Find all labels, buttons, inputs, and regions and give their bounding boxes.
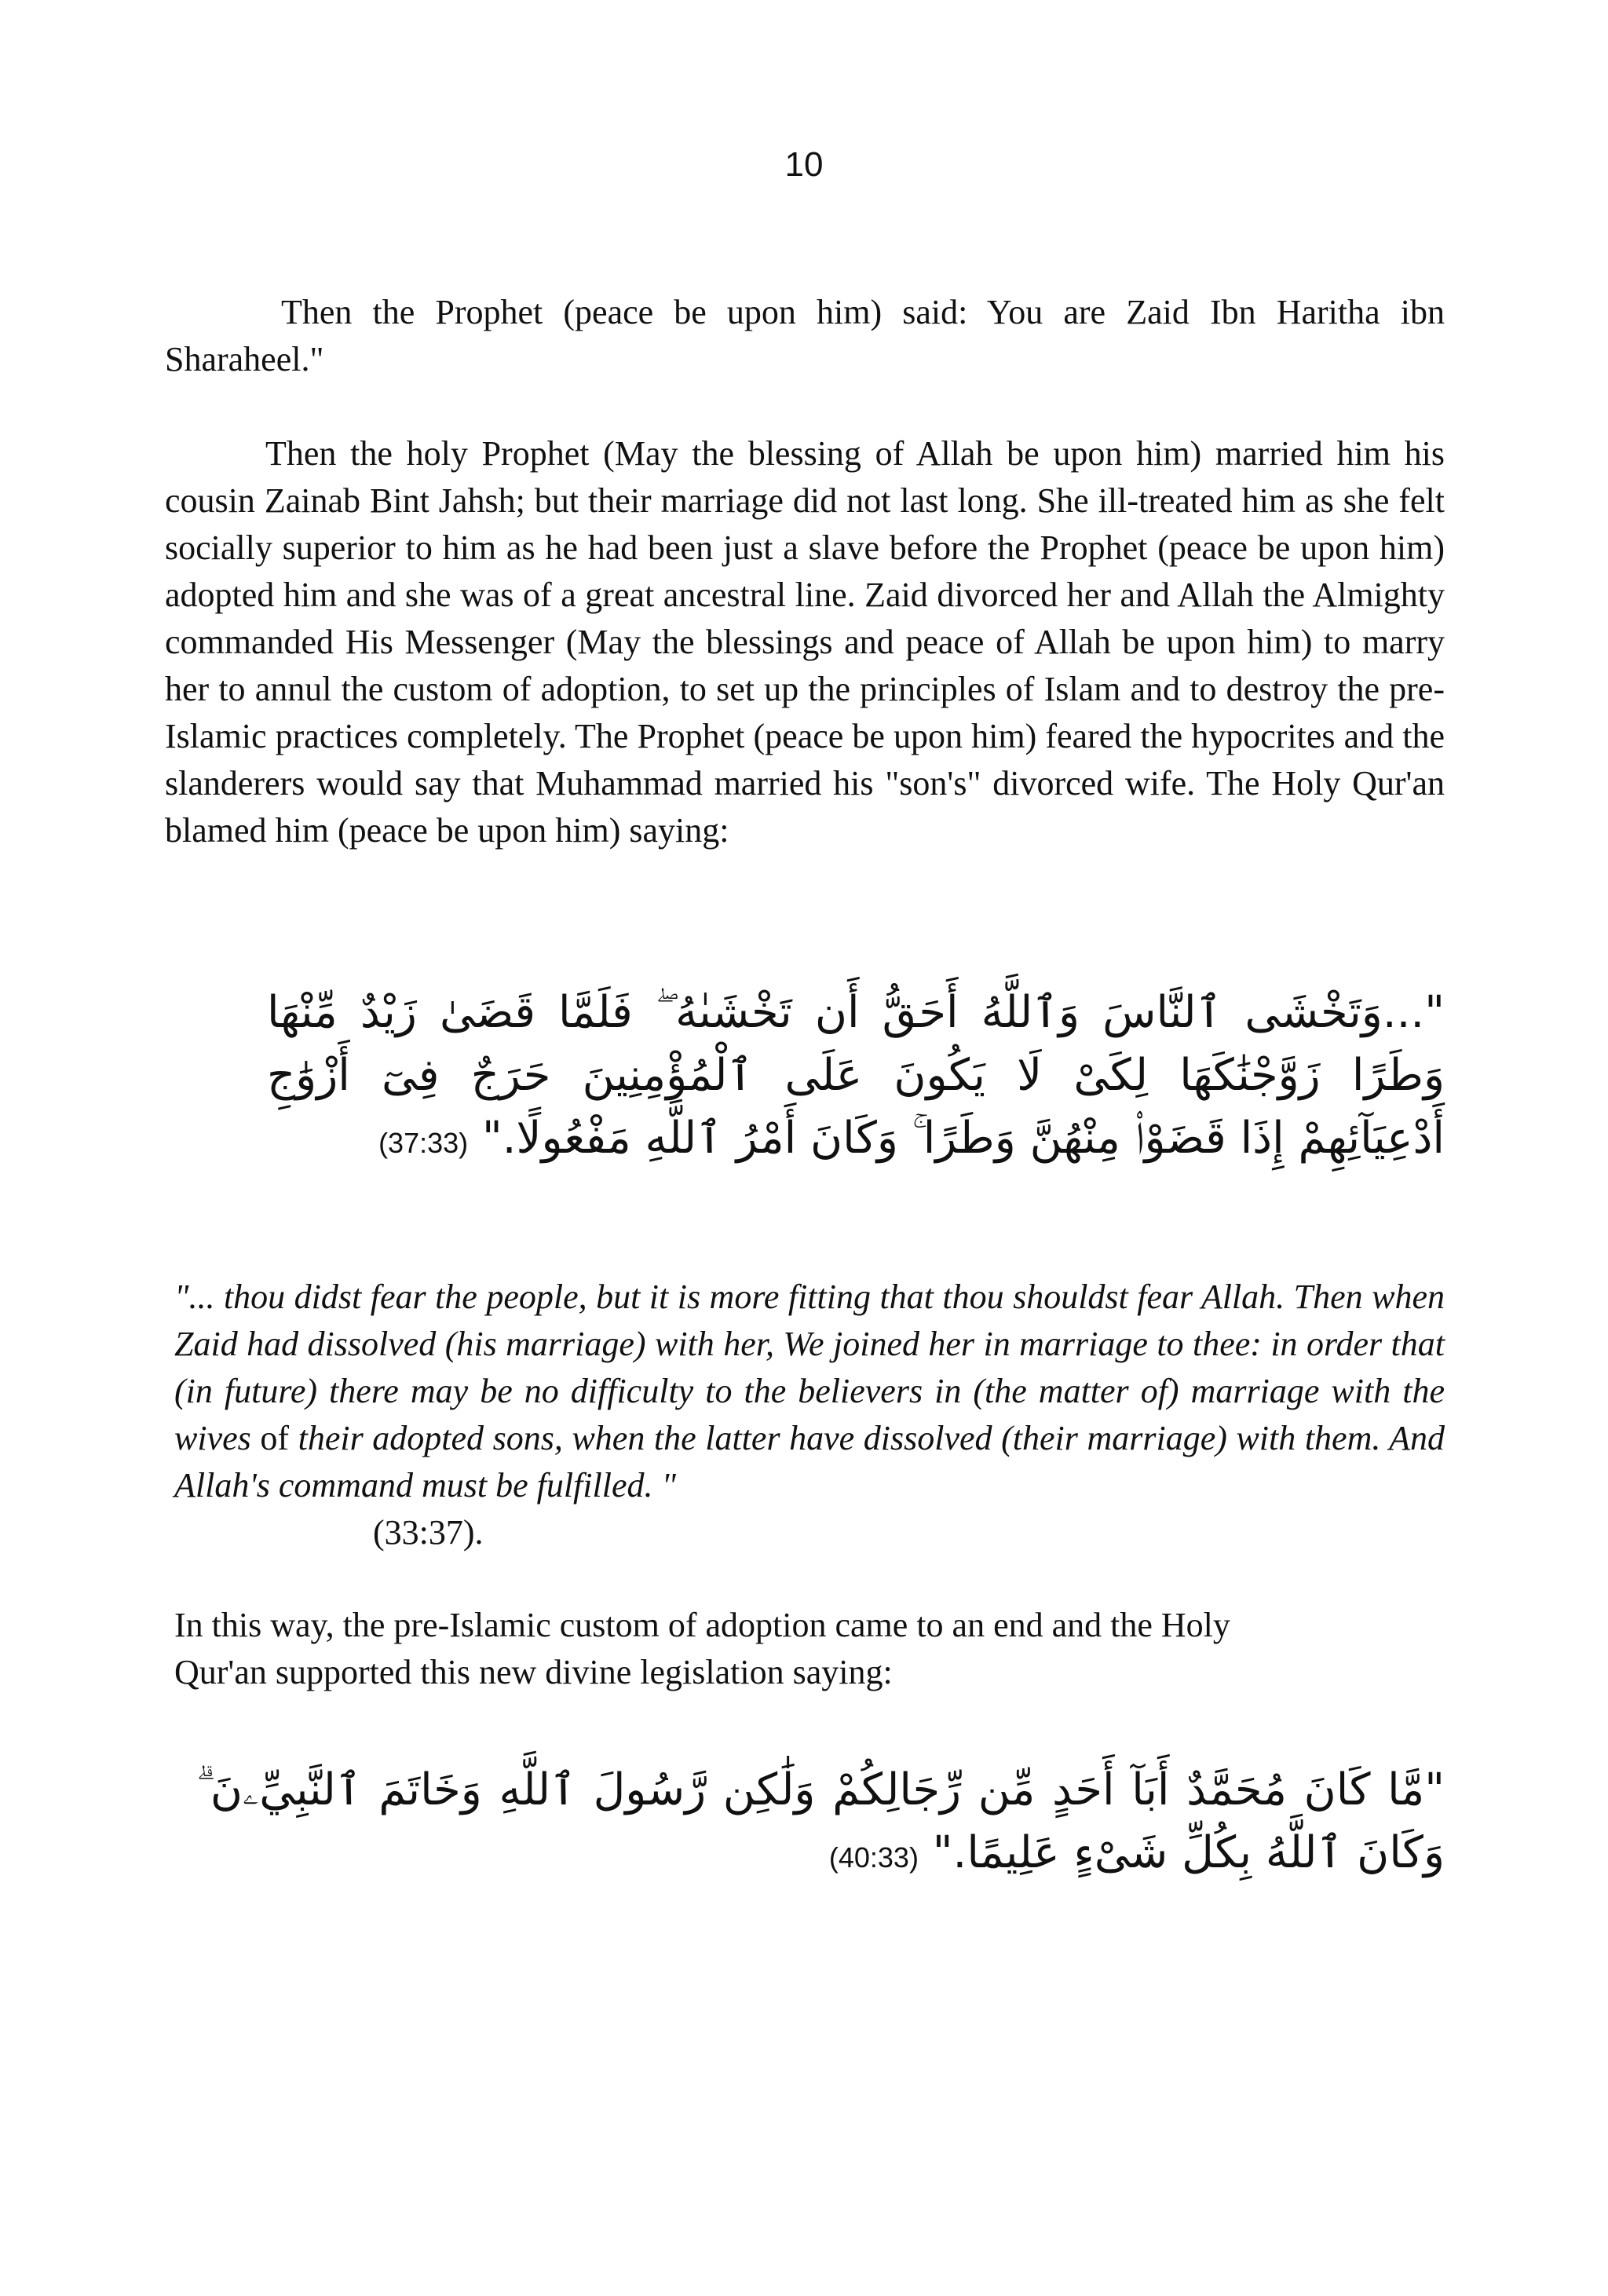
quran-verse-2-reference: (40:33) <box>828 1841 919 1874</box>
quran-verse-1-reference: (37:33) <box>378 1127 469 1159</box>
verse-1-translation <box>174 1274 1445 1509</box>
paragraph-prophet-said: Then the Prophet (peace be upon him) said: You are Zaid Ibn Haritha ibn Sharaheel." <box>165 293 1445 378</box>
translation-connector: of <box>260 1419 290 1457</box>
translation-part-2: their adopted sons, when the latter have dissolved (their marriage) with them. And Allah's command must be fulfilled. " <box>174 1419 1445 1504</box>
translation-part-1: "... thou didst fear the people, but it is more fitting that thou shouldst fear Allah. Then when Zaid had dissolved (his marriage) with her, We joined her in marriage to thee: in order that (in future) there may be no difficulty to the believers in (the matter of) marriage with the wives <box>174 1278 1445 1457</box>
quran-verse-1 <box>267 982 1445 1175</box>
verse-1-translation-reference: (33:37). <box>373 1513 484 1552</box>
quran-verse-1-text: "...وَتَخْشَى ٱلنَّاسَ وَٱللَّهُ أَحَقُّ أَن تَخْشَىٰهُ ۖ فَلَمَّا قَضَىٰ زَيْدٌ مِّنْهَا وَطَرًا زَوَّجْنَٰكَهَا لِكَىْ لَا يَكُونَ عَلَى ٱلْمُؤْمِنِينَ حَرَجٌ فِىٓ أَزْوَٰجِ أَدْعِيَآئِهِمْ إِذَا قَضَوْا۟ مِنْهُنَّ وَطَرًا ۚ وَكَانَ أَمْرُ ٱللَّهِ مَفْعُولًا." <box>267 987 1445 1164</box>
quran-verse-2 <box>196 1759 1445 1889</box>
paragraph-adoption-end-line-2: Qur'an supported this new divine legislation saying: <box>174 1653 893 1691</box>
paragraph-adoption-end-line-1: In this way, the pre-Islamic custom of adoption came to an end and the Holy <box>174 1606 1230 1644</box>
paragraph-marriage-story: Then the holy Prophet (May the blessing of Allah be upon him) married him his cousin Zainab Bint Jahsh; but their marriage did not last long. She ill-treated him as she felt socially superior to him as he had been just a slave before the Prophet (peace be upon him) adopted him and she was of a great ancestral line. Zaid divorced her and Allah the Almighty commanded His Messenger (May the blessings and peace of Allah be upon him) to marry her to annul the custom of adoption, to set up the principles of Islam and to destroy the pre-Islamic practices completely. The Prophet (peace be upon him) feared the hypocrites and the slanderers would say that Muhammad married his "son's" divorced wife. The Holy Qur'an blamed him (peace be upon him) saying: <box>165 434 1445 850</box>
page-number: 10 <box>784 145 824 184</box>
paragraph-adoption-end <box>174 1602 1368 1696</box>
quran-verse-2-text: "مَّا كَانَ مُحَمَّدٌ أَبَآ أَحَدٍ مِّن رِّجَالِكُمْ وَلَٰكِن رَّسُولَ ٱللَّهِ وَخَاتَمَ ٱلنَّبِيِّۦنَ ۗ وَكَانَ ٱللَّهُ بِكُلِّ شَىْءٍ عَلِيمًا." <box>196 1764 1445 1878</box>
